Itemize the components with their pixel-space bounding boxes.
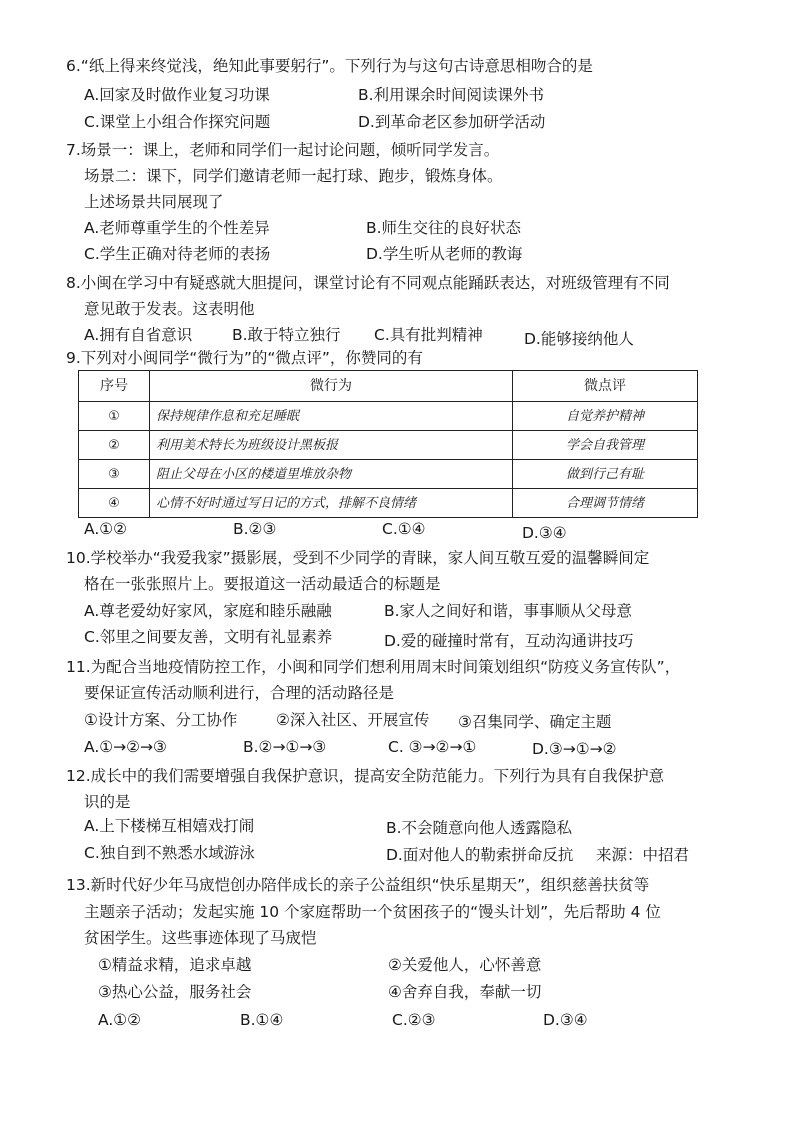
q7-option-c: C.学生正确对待老师的表扬 — [84, 245, 271, 263]
q13-stem-line3: 贫困学生。这些事迹体现了马宬恺 — [84, 929, 317, 947]
table-header-comment: 微点评 — [513, 371, 698, 402]
q13-item-1: ①精益求精，追求卓越 — [98, 956, 252, 974]
table-cell-behavior: 利用美术特长为班级设计黑板报 — [150, 431, 513, 460]
q8-option-b: B.敢于特立独行 — [232, 326, 341, 344]
q7-scene2: 场景二：课下，同学们邀请老师一起打球、跑步，锻炼身体。 — [84, 167, 503, 185]
q6-option-b: B.利用课余时间阅读课外书 — [358, 86, 545, 104]
table-cell-comment: 做到行己有耻 — [513, 460, 698, 489]
q11-item-2: ②深入社区、开展宣传 — [276, 711, 430, 729]
q9-option-c: C.①④ — [382, 520, 426, 538]
q11-stem-line2: 要保证宣传活动顺利进行，合理的活动路径是 — [84, 684, 395, 702]
q8-option-d: D.能够接纳他人 — [524, 330, 634, 348]
q13-item-2: ②关爱他人，心怀善意 — [388, 956, 542, 974]
table-cell-behavior: 阻止父母在小区的楼道里堆放杂物 — [150, 460, 513, 489]
table-header-number: 序号 — [79, 371, 150, 402]
source-note: 来源：中招君 — [596, 846, 690, 864]
table-cell-comment: 自觉养护精神 — [513, 402, 698, 431]
q12-option-b: B.不会随意向他人透露隐私 — [386, 819, 573, 837]
q13-option-d: D.③④ — [543, 1011, 588, 1029]
q7-stem: 上述场景共同展现了 — [84, 193, 224, 211]
q12-stem-line2: 识的是 — [84, 793, 131, 811]
q8-stem-line1: 8.小闽在学习中有疑惑就大胆提问，课堂讨论有不同观点能踊跃表达，对班级管理有不同 — [66, 274, 670, 292]
q11-option-b: B.②→①→③ — [243, 738, 327, 756]
table-cell-number: ② — [79, 431, 150, 460]
q7-option-d: D.学生听从老师的教诲 — [366, 245, 523, 263]
micro-behavior-table — [78, 370, 698, 518]
table-row — [79, 431, 698, 460]
q9-option-a: A.①② — [84, 520, 128, 538]
table-header-behavior: 微行为 — [150, 371, 513, 402]
table-cell-comment: 学会自我管理 — [513, 431, 698, 460]
q13-item-3: ③热心公益，服务社会 — [98, 983, 252, 1001]
table-cell-behavior: 心情不好时通过写日记的方式，排解不良情绪 — [150, 489, 513, 518]
q11-item-3: ③召集同学、确定主题 — [458, 713, 612, 731]
table-cell-behavior: 保持规律作息和充足睡眠 — [150, 402, 513, 431]
q13-option-b: B.①④ — [240, 1011, 284, 1029]
table-cell-number: ④ — [79, 489, 150, 518]
table-row — [79, 489, 698, 518]
q8-stem-line2: 意见敢于发表。这表明他 — [84, 300, 255, 318]
table-row — [79, 402, 698, 431]
q10-option-d: D.爱的碰撞时常有，互动沟通讲技巧 — [384, 632, 634, 650]
q13-option-c: C.②③ — [392, 1011, 436, 1029]
q12-stem-line1: 12.成长中的我们需要增强自我保护意识，提高安全防范能力。下列行为具有自我保护意 — [66, 767, 665, 785]
table-row — [79, 460, 698, 489]
q11-option-d: D.③→①→② — [532, 740, 617, 758]
q7-scene1: 7.场景一：课上，老师和同学们一起讨论问题，倾听同学发言。 — [66, 141, 500, 159]
q10-stem-line1: 10.学校举办“我爱我家”摄影展，受到不少同学的青睐，家人间互敬互爱的温馨瞬间定 — [66, 549, 650, 567]
q12-option-a: A.上下楼梯互相嬉戏打闹 — [84, 817, 255, 835]
q12-option-c: C.独自到不熟悉水域游泳 — [84, 844, 255, 862]
q9-option-b: B.②③ — [233, 520, 277, 538]
q6-option-a: A.回家及时做作业复习功课 — [84, 86, 270, 104]
q7-option-a: A.老师尊重学生的个性差异 — [84, 219, 270, 237]
q11-item-1: ①设计方案、分工协作 — [84, 711, 238, 729]
q10-option-c: C.邻里之间要友善，文明有礼显素养 — [84, 628, 333, 646]
q13-stem-line2: 主题亲子活动；发起实施 10 个家庭帮助一个贫困孩子的“馒头计划”，先后帮助 4 位 — [84, 903, 661, 921]
q9-option-d: D.③④ — [522, 524, 567, 542]
q11-option-a: A.①→②→③ — [84, 738, 167, 756]
q11-option-c: C. ③→②→① — [388, 738, 477, 756]
table-cell-comment: 合理调节情绪 — [513, 489, 698, 518]
q13-stem-line1: 13.新时代好少年马宬恺创办陪伴成长的亲子公益组织“快乐星期天”，组织慈善扶贫等 — [66, 876, 650, 894]
q12-option-d: D.面对他人的勒索拼命反抗 — [386, 846, 574, 864]
q10-option-b: B.家人之间好和谐，事事顺从父母意 — [384, 602, 633, 620]
q8-option-a: A.拥有自省意识 — [84, 326, 193, 344]
q6-option-c: C.课堂上小组合作探究问题 — [84, 113, 271, 131]
table-header-row — [79, 371, 698, 402]
q6-stem: 6.“纸上得来终觉浅，绝知此事要躬行”。下列行为与这句古诗意思相吻合的是 — [66, 57, 593, 75]
q10-stem-line2: 格在一张张照片上。要报道这一活动最适合的标题是 — [84, 575, 441, 593]
table-cell-number: ③ — [79, 460, 150, 489]
q10-option-a: A.尊老爱幼好家风，家庭和睦乐融融 — [84, 602, 332, 620]
q8-option-c: C.具有批判精神 — [374, 326, 483, 344]
q11-stem-line1: 11.为配合当地疫情防控工作，小闽和同学们想利用周末时间策划组织“防疫义务宣传队”， — [66, 658, 681, 676]
q7-option-b: B.师生交往的良好状态 — [366, 219, 522, 237]
q9-stem: 9.下列对小闽同学“微行为”的“微点评”，你赞同的有 — [66, 349, 423, 367]
table-cell-number: ① — [79, 402, 150, 431]
q13-item-4: ④舍弃自我，奉献一切 — [388, 983, 542, 1001]
q6-option-d: D.到革命老区参加研学活动 — [358, 113, 546, 131]
q13-option-a: A.①② — [98, 1011, 142, 1029]
